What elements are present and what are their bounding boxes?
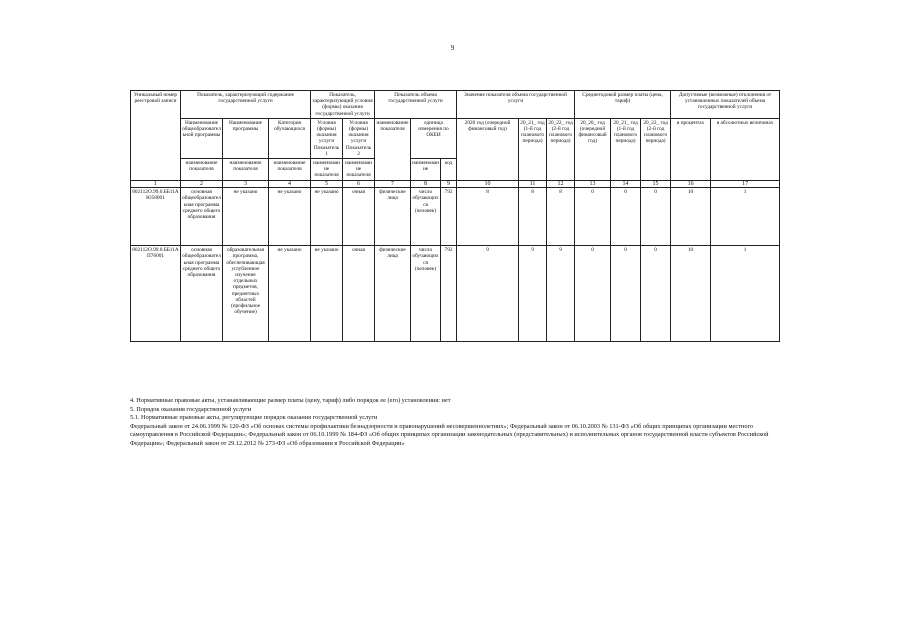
row-cond-2: очная [343, 188, 375, 246]
hdr-unique-number: Уникальный номер реестровой записи [131, 91, 181, 181]
row-category: не указано [269, 246, 311, 342]
hdr-year-2021: 20_21_ год (1-й год планового периода) [519, 118, 547, 180]
hdr-volume-values: Значение показателя объема государственной услуги [457, 91, 575, 119]
col-number: 8 [411, 180, 441, 188]
hdr-ind-name-1: наименование показателя [181, 159, 223, 181]
hdr-content-indicator: Показатель, характеризующий содержание государственной услуги [181, 91, 311, 119]
row-fee-2021: 0 [611, 188, 641, 246]
col-number: 17 [711, 180, 780, 188]
hdr-fee-2021: 20_21_ год (1-й год планового периода) [611, 118, 641, 180]
hdr-indicator-name: наименование показателя [375, 118, 411, 180]
row-fee-2022: 0 [641, 188, 671, 246]
row-indicator: физические лица [375, 246, 411, 342]
col-number: 7 [375, 180, 411, 188]
row-unit: число обучающихся (человек) [411, 246, 441, 342]
col-number: 10 [457, 180, 519, 188]
hdr-ind-name-5: наименование показателя [343, 159, 375, 181]
hdr-fee-2020: 20_20_ год (очередной финансовый год) [575, 118, 611, 180]
row-fee-2020: 0 [575, 188, 611, 246]
hdr-program-name: Наименование общеобразовательной программы [181, 118, 223, 158]
row-code: 792 [441, 246, 457, 342]
row-value-2022: 9 [547, 246, 575, 342]
note-fee-acts: 4. Нормативные правовые акты, устанавливающие размер платы (цену, тариф) либо порядок ее (его) установления: нет [130, 397, 451, 404]
row-deviation-pct: 10 [671, 246, 711, 342]
hdr-program: Наименование программы [223, 118, 269, 158]
hdr-ind-name-4: наименование показателя [311, 159, 343, 181]
row-deviation-pct: 10 [671, 188, 711, 246]
hdr-unit-name: наименование [411, 159, 441, 181]
row-unit: число обучающихся (человек) [411, 188, 441, 246]
row-fee-2020: 0 [575, 246, 611, 342]
row-id: 802112О.99.0.ББ11АП76001 [131, 246, 181, 342]
col-number: 12 [547, 180, 575, 188]
row-program-name: основная общеобразовательная программа среднего общего образования [181, 188, 223, 246]
row-deviation-abs: 1 [711, 188, 780, 246]
row-program-name: основная общеобразовательная программа среднего общего образования [181, 246, 223, 342]
hdr-year-2020: 2020 год (очередной финансовый год) [457, 118, 519, 180]
hdr-year-2022: 20_22_ год (2-й год планового периода) [547, 118, 575, 180]
col-number: 5 [311, 180, 343, 188]
col-number: 14 [611, 180, 641, 188]
hdr-unit-code: код [441, 159, 457, 181]
col-number: 16 [671, 180, 711, 188]
row-value-2021: 8 [519, 188, 547, 246]
row-id: 802112О.99.0.ББ11АЮ58001 [131, 188, 181, 246]
hdr-conditions-indicator: Показатель, характеризующий условия (формы) оказания государственной услуги [312, 92, 373, 117]
col-number: 3 [223, 180, 269, 188]
service-volume-table [130, 90, 780, 342]
col-number: 2 [181, 180, 223, 188]
row-code: 792 [441, 188, 457, 246]
col-number: 6 [343, 180, 375, 188]
row-indicator: физические лица [375, 188, 411, 246]
hdr-category: Категория обучающихся [269, 118, 311, 158]
hdr-cond-2: Условия (формы) оказания услуги Показатель 2 [343, 118, 375, 158]
page-number: 9 [450, 44, 455, 52]
notes-section [130, 397, 790, 449]
hdr-volume-indicator: Показатель объема государственной услуги [375, 91, 457, 119]
row-category: не указано [269, 188, 311, 246]
col-number: 4 [269, 180, 311, 188]
hdr-ind-name-2: наименование показателя [223, 159, 269, 181]
row-cond-1: не указано [311, 188, 343, 246]
note-regulating-acts: 5.1. Нормативные правовые акты, регулирующие порядок оказания государственной услуги [130, 414, 378, 422]
row-fee-2021: 0 [611, 246, 641, 342]
row-program: образовательная программа, обеспечивающая углубленное изучение отдельных предметов, предметных областей (профильное обучение) [223, 246, 269, 342]
hdr-fee-2022: 20_22_ год (2-й год планового периода) [641, 118, 671, 180]
col-number: 15 [641, 180, 671, 188]
hdr-deviation: Допустимые (возможные) отклонения от установленных показателей объема государственной услуги [671, 91, 780, 119]
row-cond-1: не указано [311, 246, 343, 342]
row-fee-2022: 0 [641, 246, 671, 342]
row-value-2020: 9 [457, 246, 519, 342]
row-value-2022: 8 [547, 188, 575, 246]
row-deviation-abs: 1 [711, 246, 780, 342]
row-program: не указано [223, 188, 269, 246]
note-service-procedure: 5. Порядок оказания государственной услуги [130, 405, 252, 413]
row-value-2020: 8 [457, 188, 519, 246]
col-number: 9 [441, 180, 457, 188]
col-number: 1 [131, 180, 181, 188]
col-number: 13 [575, 180, 611, 188]
hdr-percent: в процентах [671, 118, 711, 180]
hdr-avg-fee: Среднегодовой размер платы (цена, тариф) [575, 91, 671, 119]
hdr-ind-name-3: наименование показателя [269, 159, 311, 181]
note-laws-list: Федеральный закон от 24.06.1999 № 120-ФЗ «Об основах системы профилактики безнадзорности и правонарушений несовершеннолетних»; Федеральный закон от 06.10.2003 № 131-ФЗ «Об общих принципах организации местного самоуправления в Российской Федерации»; Федеральный закон от 06.10.1999 № 184-ФЗ «Об общих принципах организации законодательных (представительных) и исполнительных органов государственной власти субъектов Российской Федерации»; Федеральный закон от 29.12.2012 № 273-ФЗ «Об образовании в Российской Федерации» [130, 422, 769, 447]
col-number: 11 [519, 180, 547, 188]
row-cond-2: очная [343, 246, 375, 342]
row-value-2021: 9 [519, 246, 547, 342]
hdr-absolute: в абсолютных величинах [711, 118, 780, 180]
hdr-unit-okei: единица измерения по ОКЕИ [411, 118, 457, 158]
hdr-cond-1: Условия (формы) оказания услуги Показатель 1 [311, 118, 343, 158]
